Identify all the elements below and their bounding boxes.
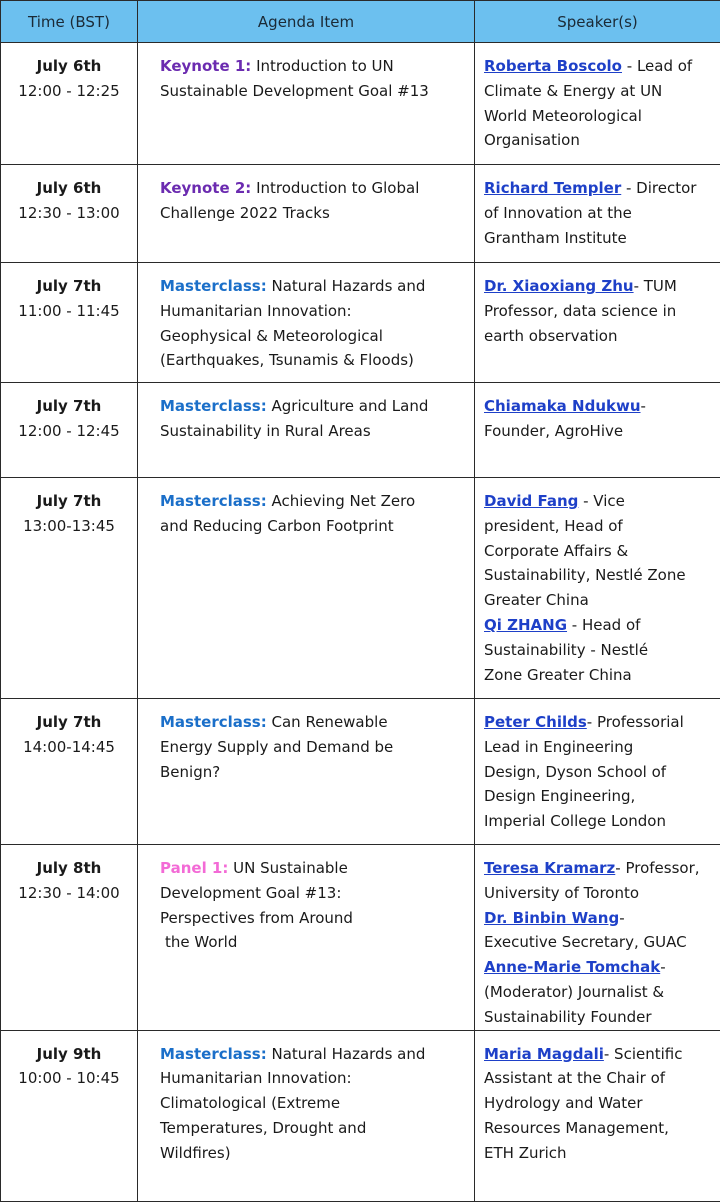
speakers-cell — [475, 845, 720, 1031]
speaker-role-line: Founder, AgroHive — [484, 419, 716, 444]
speaker-role-line: (Moderator) Journalist & — [484, 980, 716, 1005]
speaker-role-line: Corporate Affairs & — [484, 539, 716, 564]
time-cell — [1, 478, 138, 699]
time-cell — [1, 263, 138, 383]
agenda-title-line: Climatological (Extreme — [160, 1094, 340, 1112]
agenda-title-line: Sustainable Development Goal #13 — [160, 82, 429, 100]
session-date: July 7th — [1, 489, 137, 514]
session-date: July 7th — [1, 394, 137, 419]
session-date: July 6th — [1, 54, 137, 79]
agenda-title-line: Humanitarian Innovation: — [160, 302, 352, 320]
speaker-role: - Head of — [567, 616, 640, 634]
agenda-row — [1, 478, 720, 699]
speaker-role-line: of Innovation at the — [484, 201, 716, 226]
session-time: 12:00 - 12:45 — [1, 419, 137, 444]
time-cell — [1, 383, 138, 478]
speakers-cell — [475, 263, 720, 383]
agenda-item-cell — [138, 383, 475, 478]
speaker-role-line: Hydrology and Water — [484, 1091, 716, 1116]
speaker-link[interactable]: Teresa Kramarz — [484, 859, 615, 877]
header-row — [1, 1, 720, 43]
session-type-label: Masterclass: — [160, 492, 267, 510]
header-speakers: Speaker(s) — [475, 1, 720, 43]
agenda-title-line: Temperatures, Drought and — [160, 1119, 366, 1137]
agenda-item-cell — [138, 845, 475, 1031]
speaker-role-line: president, Head of — [484, 514, 716, 539]
agenda-title-line: UN Sustainable — [233, 859, 348, 877]
agenda-item-cell — [138, 1030, 475, 1201]
time-cell — [1, 43, 138, 165]
speaker-role: - Vice — [578, 492, 625, 510]
agenda-title-line: Can Renewable — [272, 713, 388, 731]
agenda-item-cell — [138, 165, 475, 263]
session-date: July 6th — [1, 176, 137, 201]
agenda-title-line: Humanitarian Innovation: — [160, 1069, 352, 1087]
speaker-role-line: Grantham Institute — [484, 226, 716, 251]
session-time: 11:00 - 11:45 — [1, 299, 137, 324]
session-date: July 7th — [1, 274, 137, 299]
speaker-role-line: ETH Zurich — [484, 1141, 716, 1166]
speaker-role: - Professor, — [615, 859, 699, 877]
agenda-row — [1, 165, 720, 263]
agenda-item-cell — [138, 43, 475, 165]
speaker-role: - Lead of — [622, 57, 692, 75]
session-type-label: Keynote 2: — [160, 179, 251, 197]
session-date: July 8th — [1, 856, 137, 881]
speaker-role: - — [619, 909, 624, 927]
agenda-item-cell — [138, 699, 475, 845]
speaker-role: - Professorial — [587, 713, 684, 731]
agenda-row — [1, 383, 720, 478]
session-type-label: Masterclass: — [160, 277, 267, 295]
speaker-link[interactable]: Peter Childs — [484, 713, 587, 731]
session-time: 12:00 - 12:25 — [1, 79, 137, 104]
speakers-cell — [475, 43, 720, 165]
speaker-role-line: Design, Dyson School of — [484, 760, 716, 785]
speaker-role-line: Greater China — [484, 588, 716, 613]
speaker-role-line: University of Toronto — [484, 881, 716, 906]
session-time: 12:30 - 13:00 — [1, 201, 137, 226]
speaker-role: - — [660, 958, 665, 976]
speaker-link[interactable]: Maria Magdali — [484, 1045, 604, 1063]
agenda-row — [1, 43, 720, 165]
agenda-title-line: Natural Hazards and — [272, 1045, 426, 1063]
speaker-link[interactable]: Dr. Xiaoxiang Zhu — [484, 277, 634, 295]
session-type-label: Masterclass: — [160, 397, 267, 415]
speaker-role-line: Sustainability, Nestlé Zone — [484, 563, 716, 588]
speakers-cell — [475, 383, 720, 478]
agenda-title-line: (Earthquakes, Tsunamis & Floods) — [160, 351, 414, 369]
agenda-title-line: Geophysical & Meteorological — [160, 327, 383, 345]
speaker-role: - Scientific — [604, 1045, 683, 1063]
agenda-row — [1, 263, 720, 383]
time-cell — [1, 699, 138, 845]
speaker-role-line: Assistant at the Chair of — [484, 1066, 716, 1091]
agenda-title-line: Benign? — [160, 763, 220, 781]
speaker-role: - TUM — [634, 277, 677, 295]
agenda-title-line: Achieving Net Zero — [272, 492, 416, 510]
agenda-row — [1, 845, 720, 1031]
speaker-role: - Director — [621, 179, 696, 197]
agenda-title-line: and Reducing Carbon Footprint — [160, 517, 394, 535]
speaker-role-line: Organisation — [484, 128, 716, 153]
agenda-title-line: Agriculture and Land — [272, 397, 429, 415]
speaker-role-line: Imperial College London — [484, 809, 716, 834]
agenda-title-line: the World — [165, 933, 237, 951]
session-date: July 9th — [1, 1042, 137, 1067]
speaker-role-line: Climate & Energy at UN — [484, 79, 716, 104]
agenda-title-line: Energy Supply and Demand be — [160, 738, 393, 756]
agenda-title-line: Introduction to Global — [256, 179, 419, 197]
agenda-item-cell — [138, 478, 475, 699]
speaker-link[interactable]: Richard Templer — [484, 179, 621, 197]
session-type-label: Masterclass: — [160, 713, 267, 731]
agenda-title-line: Challenge 2022 Tracks — [160, 204, 330, 222]
agenda-title-line: Natural Hazards and — [272, 277, 426, 295]
time-cell — [1, 165, 138, 263]
speaker-role-line: Design Engineering, — [484, 784, 716, 809]
agenda-row — [1, 699, 720, 845]
agenda-title-line: Wildfires) — [160, 1144, 231, 1162]
speaker-role: - — [641, 397, 646, 415]
speakers-cell — [475, 699, 720, 845]
speakers-cell — [475, 165, 720, 263]
session-time: 13:00-13:45 — [1, 514, 137, 539]
agenda-title-line: Introduction to UN — [256, 57, 394, 75]
time-cell — [1, 1030, 138, 1201]
agenda-item-cell — [138, 263, 475, 383]
speaker-link[interactable]: Qi ZHANG — [484, 616, 567, 634]
speaker-role-line: Lead in Engineering — [484, 735, 716, 760]
agenda-title-line: Perspectives from Around — [160, 909, 353, 927]
speaker-link[interactable]: Chiamaka Ndukwu — [484, 397, 641, 415]
header-time: Time (BST) — [1, 1, 138, 43]
agenda-row — [1, 1030, 720, 1201]
session-type-label: Keynote 1: — [160, 57, 251, 75]
header-agenda-item: Agenda Item — [138, 1, 475, 43]
agenda-title-line: Development Goal #13: — [160, 884, 341, 902]
speaker-role-line: earth observation — [484, 324, 716, 349]
speaker-role-line: World Meteorological — [484, 104, 716, 129]
speaker-role-line: Zone Greater China — [484, 663, 716, 688]
speaker-role-line: Sustainability Founder — [484, 1005, 716, 1030]
session-type-label: Panel 1: — [160, 859, 228, 877]
speaker-link[interactable]: Dr. Binbin Wang — [484, 909, 619, 927]
session-time: 12:30 - 14:00 — [1, 881, 137, 906]
speaker-link[interactable]: Roberta Boscolo — [484, 57, 622, 75]
speaker-link[interactable]: Anne-Marie Tomchak — [484, 958, 660, 976]
speaker-link[interactable]: David Fang — [484, 492, 578, 510]
time-cell — [1, 845, 138, 1031]
session-type-label: Masterclass: — [160, 1045, 267, 1063]
speaker-role-line: Resources Management, — [484, 1116, 716, 1141]
speakers-cell — [475, 1030, 720, 1201]
speaker-role-line: Executive Secretary, GUAC — [484, 930, 716, 955]
agenda-title-line: Sustainability in Rural Areas — [160, 422, 371, 440]
speaker-role-line: Professor, data science in — [484, 299, 716, 324]
session-time: 14:00-14:45 — [1, 735, 137, 760]
session-date: July 7th — [1, 710, 137, 735]
speakers-cell — [475, 478, 720, 699]
session-time: 10:00 - 10:45 — [1, 1066, 137, 1091]
speaker-role-line: Sustainability - Nestlé — [484, 638, 716, 663]
